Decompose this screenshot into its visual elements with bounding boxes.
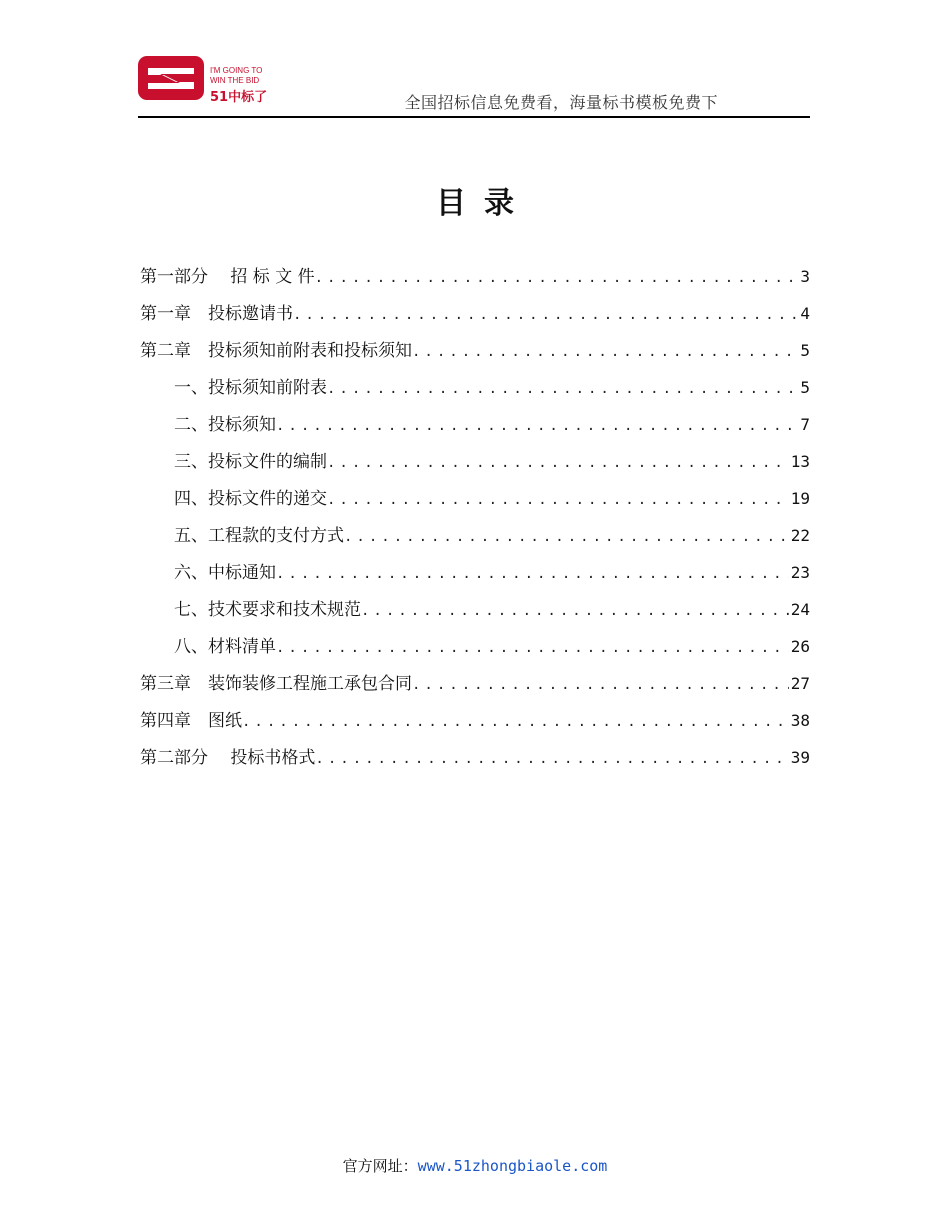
toc-leader-dots: [327, 455, 789, 471]
toc-leader-dots: [361, 603, 789, 619]
toc-entry-chapter-2[interactable]: [140, 336, 810, 373]
toc-entry-label: 八、材料清单: [174, 637, 276, 657]
toc-entry-label: 第一部分 招 标 文 件: [140, 267, 315, 287]
toc-entry-section-5[interactable]: [140, 521, 810, 558]
toc-entry-label: 第二章 投标须知前附表和投标须知: [140, 341, 412, 361]
toc-entry-chapter-4[interactable]: [140, 706, 810, 743]
toc-entry-label: 一、投标须知前附表: [174, 378, 327, 398]
toc-entry-section-3[interactable]: [140, 447, 810, 484]
header-slogan: 全国招标信息免费看，海量标书模板免费下: [404, 93, 718, 112]
toc-leader-dots: [327, 381, 798, 397]
logo-icon: [138, 56, 204, 100]
toc-entry-section-6[interactable]: [140, 558, 810, 595]
toc-entry-page: 3: [800, 267, 810, 286]
toc-leader-dots: [293, 307, 798, 323]
toc-entry-chapter-1[interactable]: [140, 299, 810, 336]
toc-entry-label: 第二部分 投标书格式: [140, 748, 316, 768]
header-divider: [138, 116, 810, 118]
page-title: 目录: [436, 186, 532, 221]
toc-entry-label: 第三章 装饰装修工程施工承包合同: [140, 674, 412, 694]
toc-leader-dots: [276, 418, 798, 434]
toc-leader-dots: [412, 344, 798, 360]
toc-entry-section-4[interactable]: [140, 484, 810, 521]
toc-entry-page: 13: [790, 452, 810, 471]
toc-entry-label: 三、投标文件的编制: [174, 452, 327, 472]
toc-leader-dots: [412, 677, 789, 693]
logo-tagline: [210, 66, 262, 86]
toc-entry-page: 23: [790, 563, 810, 582]
toc-entry-label: 七、技术要求和技术规范: [174, 600, 361, 620]
toc-entry-section-1[interactable]: [140, 373, 810, 410]
table-of-contents: [140, 262, 810, 780]
toc-entry-part-2[interactable]: [140, 743, 810, 780]
toc-entry-label: 第一章 投标邀请书: [140, 304, 293, 324]
toc-entry-page: 24: [790, 600, 810, 619]
toc-entry-page: 4: [800, 304, 810, 323]
logo-tagline-line-1: I'M GOING TO: [210, 66, 263, 75]
logo-tagline-line-2: WIN THE BID: [210, 76, 260, 85]
toc-entry-section-8[interactable]: [140, 632, 810, 669]
toc-entry-page: 26: [790, 637, 810, 656]
logo-name: 51中标了: [210, 90, 268, 105]
toc-entry-section-7[interactable]: [140, 595, 810, 632]
toc-leader-dots: [315, 751, 788, 767]
toc-entry-label: 五、工程款的支付方式: [174, 526, 344, 546]
toc-leader-dots: [242, 714, 789, 730]
toc-entry-section-2[interactable]: [140, 410, 810, 447]
toc-entry-label: 六、中标通知: [174, 563, 276, 583]
toc-entry-page: 5: [800, 341, 810, 360]
toc-leader-dots: [276, 566, 789, 582]
toc-entry-label: 第四章 图纸: [140, 711, 242, 731]
toc-entry-label: 四、投标文件的递交: [174, 489, 327, 509]
toc-entry-page: 27: [790, 674, 810, 693]
toc-entry-page: 7: [800, 415, 810, 434]
toc-entry-page: 19: [790, 489, 810, 508]
toc-entry-page: 38: [790, 711, 810, 730]
footer-label: 官方网址：: [342, 1157, 418, 1175]
toc-entry-label: 二、投标须知: [174, 415, 276, 435]
toc-leader-dots: [327, 492, 789, 508]
page-footer: [0, 1155, 950, 1176]
website-link[interactable]: www.51zhongbiaole.com: [417, 1157, 608, 1175]
toc-leader-dots: [344, 529, 789, 545]
toc-leader-dots: [276, 640, 789, 656]
toc-entry-page: 22: [790, 526, 810, 545]
toc-entry-page: 39: [790, 748, 810, 767]
toc-leader-dots: [315, 270, 799, 286]
page-header: [138, 50, 810, 118]
toc-entry-part-1[interactable]: [140, 262, 810, 299]
toc-entry-page: 5: [800, 378, 810, 397]
toc-entry-chapter-3[interactable]: [140, 669, 810, 706]
